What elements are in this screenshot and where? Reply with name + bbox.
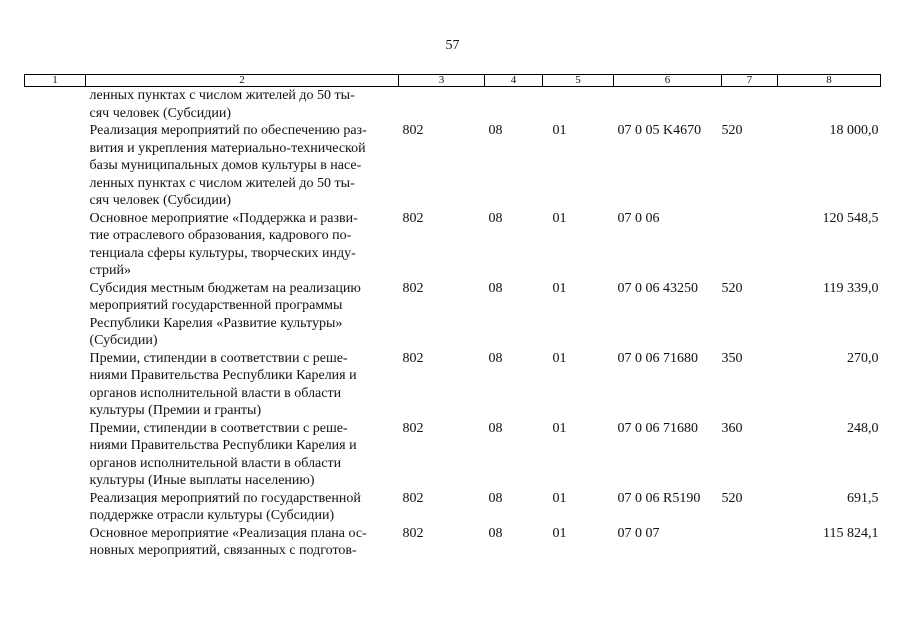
target-article-cell: 07 0 06 71680 [617, 420, 698, 436]
subsection-code-cell: 01 [552, 280, 567, 296]
column-header: 6 [614, 75, 722, 87]
page-number: 57 [445, 38, 460, 53]
description-line: органов исполнительной власти в области [89, 455, 342, 471]
ministry-code-cell: 802 [402, 123, 424, 138]
expense-type-cell: 350 [721, 350, 743, 366]
column-header: 7 [722, 75, 778, 87]
subsection-code-cell: 01 [552, 350, 567, 366]
description-line: тенциала сферы культуры, творческих инду- [89, 245, 356, 261]
target-article-cell: 07 0 06 43250 [617, 280, 698, 296]
description-line: Премии, стипендии в соответствии с реше- [89, 350, 348, 366]
description-cell [86, 122, 399, 210]
description-line: культуры (Иные выплаты населению) [89, 473, 315, 488]
subsection-code-cell: 01 [552, 420, 567, 436]
table-row [25, 490, 881, 525]
column-header: 5 [543, 75, 614, 87]
table-body [25, 87, 881, 560]
section-code-cell: 08 [488, 525, 503, 541]
description-cell [86, 87, 399, 123]
column-header: 4 [485, 75, 543, 87]
description-line: Премии, стипендии в соответствии с реше- [89, 420, 348, 436]
row-number-cell [25, 490, 86, 525]
description-line: новных мероприятий, связанных с подготов- [89, 543, 357, 558]
section-code-cell: 08 [488, 123, 503, 138]
description-cell [86, 525, 399, 560]
column-number-header-row [25, 75, 881, 87]
description-line: стрий» [89, 263, 131, 278]
section-code-cell: 08 [488, 280, 503, 296]
description-line: тие отраслевого образования, кадрового по- [89, 228, 352, 243]
subsection-code-cell: 01 [552, 525, 567, 541]
description-line: Реализация мероприятий по государственной [89, 490, 361, 506]
target-article-cell: 07 0 06 71680 [617, 350, 698, 366]
expense-type-cell [722, 525, 778, 560]
table-row [25, 210, 881, 280]
description-cell [86, 210, 399, 280]
amount-cell [778, 87, 881, 123]
ministry-code-cell: 802 [402, 525, 424, 541]
subsection-code-cell: 01 [552, 210, 567, 226]
amount-cell: 120 548,5 [822, 210, 879, 226]
description-line: ниями Правительства Республики Карелия и [89, 368, 357, 383]
description-line: органов исполнительной власти в области [89, 385, 342, 401]
amount-cell: 248,0 [847, 420, 879, 436]
subsection-code-cell: 01 [552, 490, 567, 506]
amount-cell: 18 000,0 [829, 123, 879, 138]
description-line: вития и укрепления материально-технической [89, 140, 366, 156]
budget-table [24, 74, 881, 560]
description-line: мероприятий государственной программы [89, 298, 343, 313]
description-line: сяч человек (Субсидии) [89, 105, 232, 121]
ministry-code-cell: 802 [402, 420, 424, 436]
description-cell [86, 350, 399, 420]
description-line: ленных пунктах с числом жителей до 50 ты- [89, 88, 355, 103]
expense-type-cell: 360 [721, 420, 743, 436]
target-article-cell: 07 0 07 [617, 525, 660, 541]
ministry-code-cell [399, 87, 485, 123]
expense-type-cell: 520 [721, 490, 743, 506]
amount-cell: 270,0 [847, 350, 879, 366]
table-row [25, 122, 881, 210]
ministry-code-cell: 802 [402, 280, 424, 296]
description-line: ниями Правительства Республики Карелия и [89, 438, 357, 453]
ministry-code-cell: 802 [402, 350, 424, 366]
description-line: Основное мероприятие «Поддержка и разви- [89, 210, 358, 226]
row-number-cell [25, 420, 86, 490]
amount-cell: 115 824,1 [823, 525, 879, 541]
table-row [25, 420, 881, 490]
description-line: поддержке отрасли культуры (Субсидии) [89, 508, 335, 523]
row-number-cell [25, 280, 86, 350]
section-code-cell [485, 87, 543, 123]
subsection-code-cell: 01 [552, 123, 567, 138]
description-line: Реализация мероприятий по обеспечению раз- [89, 123, 367, 138]
target-article-cell [614, 87, 722, 123]
section-code-cell: 08 [488, 420, 503, 436]
target-article-cell: 07 0 05 K4670 [617, 123, 702, 138]
table-row [25, 280, 881, 350]
table-row [25, 525, 881, 560]
description-cell [86, 490, 399, 525]
column-header: 2 [86, 75, 399, 87]
ministry-code-cell: 802 [402, 210, 424, 226]
description-line: Субсидия местным бюджетам на реализацию [89, 280, 361, 296]
row-number-cell [25, 87, 86, 123]
expense-type-cell: 520 [721, 123, 743, 138]
target-article-cell: 07 0 06 [617, 210, 660, 226]
description-line: сяч человек (Субсидии) [89, 193, 232, 208]
row-number-cell [25, 525, 86, 560]
amount-cell: 119 339,0 [823, 280, 879, 296]
expense-type-cell: 520 [721, 280, 743, 296]
description-line: Основное мероприятие «Реализация плана ос- [89, 525, 367, 541]
table-row [25, 350, 881, 420]
row-number-cell [25, 122, 86, 210]
table-row [25, 87, 881, 123]
column-header: 3 [399, 75, 485, 87]
description-line: Республики Карелия «Развитие культуры» [89, 315, 343, 331]
expense-type-cell [722, 87, 778, 123]
row-number-cell [25, 350, 86, 420]
column-header: 1 [25, 75, 86, 87]
expense-type-cell [722, 210, 778, 280]
row-number-cell [25, 210, 86, 280]
section-code-cell: 08 [488, 490, 503, 506]
section-code-cell: 08 [488, 210, 503, 226]
description-line: базы муниципальных домов культуры в насе- [89, 158, 362, 173]
description-line: ленных пунктах с числом жителей до 50 ты- [89, 175, 355, 191]
subsection-code-cell [543, 87, 614, 123]
column-header: 8 [778, 75, 881, 87]
description-line: культуры (Премии и гранты) [89, 403, 262, 418]
description-cell [86, 280, 399, 350]
ministry-code-cell: 802 [402, 490, 424, 506]
amount-cell: 691,5 [847, 490, 879, 506]
description-line: (Субсидии) [89, 333, 158, 348]
target-article-cell: 07 0 06 R5190 [617, 490, 701, 506]
description-cell [86, 420, 399, 490]
section-code-cell: 08 [488, 350, 503, 366]
